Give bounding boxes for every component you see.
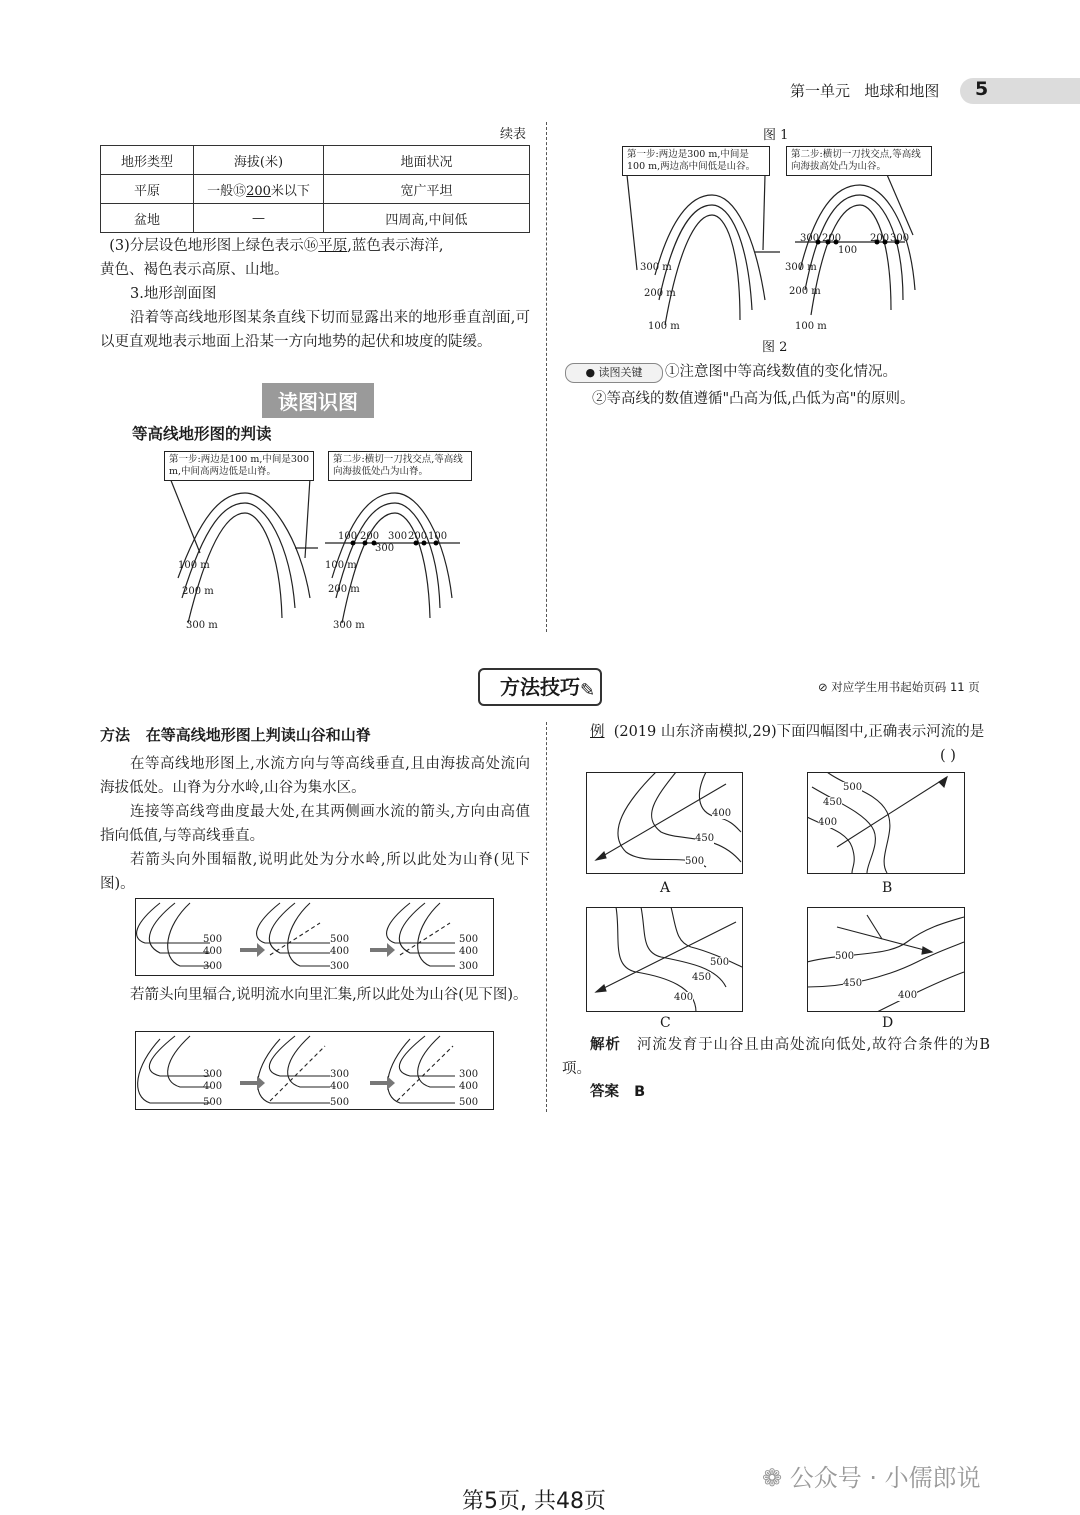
callout-pointer	[627, 175, 637, 270]
contour-label: 500	[710, 957, 730, 968]
option-c-label: C	[660, 1015, 671, 1031]
terrain-table	[100, 145, 530, 233]
contour-label: 300	[459, 961, 479, 972]
contour-label: 500	[203, 1097, 223, 1108]
contour-label: 500	[459, 934, 479, 945]
arrow-right	[240, 943, 265, 957]
contour-line	[178, 493, 310, 598]
contour-label: 100 m	[178, 560, 210, 571]
contour-label: 400	[330, 946, 350, 957]
contour-label: 400	[818, 817, 838, 828]
cut-label: 200	[360, 531, 380, 542]
contour-line	[137, 903, 210, 943]
contour-label: 400	[712, 808, 732, 819]
cut-label: 300	[800, 233, 820, 244]
page-reference: ⊘ 对应学生用书起始页码 11 页	[818, 680, 980, 694]
example-question: 例 (2019 山东济南模拟,29)下面四幅图中,正确表示河流的是	[590, 724, 985, 740]
contour-line	[811, 205, 891, 315]
cut-label: 200	[822, 233, 842, 244]
option-a-map	[586, 772, 743, 874]
ridge-callout-step1: 第一步:两边是100 m,中间是300 m,中间高两边低是山脊。	[164, 451, 314, 481]
table-cell: 宽广平坦	[324, 175, 530, 204]
contour-label: 500	[459, 1097, 479, 1108]
figure-title: 图 1	[763, 128, 789, 143]
contour-label: 200 m	[644, 288, 676, 299]
header-title	[790, 80, 939, 101]
paragraph-profile: 沿着等高线地形图某条直线下切而显露出来的地形垂直剖面,可以更直观地表示地面上沿某一方向地势的起伏和坡度的陡缓。	[100, 310, 530, 350]
contour-label: 450	[692, 972, 712, 983]
contour-label: 100 m	[648, 321, 680, 332]
contour-label: 300	[330, 1069, 350, 1080]
arrow-right	[370, 943, 395, 957]
contour-label: 500	[330, 934, 350, 945]
callout-pointer	[763, 175, 765, 250]
table-cell: 四周高,中间低	[324, 204, 530, 233]
contour-label: 300	[459, 1069, 479, 1080]
table-header-row	[101, 146, 530, 175]
contour-label: 450	[823, 797, 843, 808]
contour-label: 400	[459, 1081, 479, 1092]
contour-label: 500	[203, 934, 223, 945]
answer: 答案 B	[590, 1084, 646, 1100]
table-cell: 盆地	[101, 204, 194, 233]
magnifier-icon: ●	[585, 366, 596, 379]
unit-label: 第一单元	[790, 82, 851, 100]
section-title-profile: 3.地形剖面图	[130, 286, 217, 302]
callout-pointer	[170, 478, 200, 553]
contour-label: 300	[203, 961, 223, 972]
tools-icon: ✎	[580, 680, 596, 701]
contour-label: 450	[843, 978, 863, 989]
chapter-label: 地球和地图	[864, 82, 940, 100]
example-label: 例	[590, 724, 605, 740]
column-divider-top	[546, 122, 547, 632]
method-paragraph: 若箭头向里辐合,说明流水向里汇集,所以此处为山谷(见下图)。	[130, 987, 528, 1003]
key-point-1: ①注意图中等高线数值的变化情况。	[665, 364, 897, 380]
contour-label: 300 m	[333, 620, 365, 631]
contour-label: 400	[203, 946, 223, 957]
option-d-map	[807, 907, 965, 1012]
contour-label: 400	[898, 990, 918, 1001]
valley-callout-step1: 第一步:两边是300 m,中间是100 m,两边高中间低是山谷。	[622, 146, 770, 176]
contour-label: 100 m	[795, 321, 827, 332]
table-header: 地面状况	[324, 146, 530, 175]
callout-pointer	[305, 478, 310, 558]
contour-line	[149, 903, 210, 953]
cut-label: 300	[890, 233, 910, 244]
valley-arrows-diagram	[135, 1031, 495, 1111]
contour-line	[655, 195, 765, 300]
table-cell: 平原	[101, 175, 194, 204]
page-number: 5	[975, 78, 989, 100]
analysis: 解析 河流发育于山谷且由高处流向低处,故符合条件的为B项。	[562, 1037, 991, 1077]
paragraph-layered-color: (3)分层设色地形图上绿色表示⑯平原,蓝色表示海洋, 黄色、褐色表示高原、山地。 3.地形剖面图 沿着等高线地形图某条直线下切而显露出来的地形垂直剖面,可以更直观地表示地面上沿某一方向地势的起伏和坡度的陡缓。	[100, 234, 530, 354]
table-cell: 一般⑮200米以下	[194, 175, 324, 204]
key-point-2: ②等高线的数值遵循"凸高为低,凸低为高"的原则。	[592, 391, 915, 407]
contour-label: 400	[330, 1081, 350, 1092]
method-body	[100, 752, 530, 896]
method-paragraph: 若箭头向外围辐散,说明此处为分水岭,所以此处为山脊(见下图)。	[100, 852, 530, 892]
cut-label: 200	[408, 531, 428, 542]
contour-label: 500	[685, 856, 705, 867]
method-banner: 方法技巧	[478, 668, 602, 706]
method-paragraph: 在等高线地形图上,水流方向与等高线垂直,且由海拔高处流向海拔低处。山脊为分水岭,山谷为集水区。	[100, 756, 530, 796]
table-header: 地形类型	[101, 146, 194, 175]
contour-line	[665, 215, 740, 325]
contour-label: 400	[203, 1081, 223, 1092]
table-row	[101, 204, 530, 233]
table-caption: 续表	[500, 127, 527, 142]
contour-label: 300	[330, 961, 350, 972]
option-d-label: D	[882, 1015, 894, 1031]
ridge-arrows-diagram	[135, 898, 495, 976]
analysis-label: 解析	[590, 1037, 621, 1053]
answer-bracket: ( )	[940, 748, 956, 764]
method-paragraph: 连接等高线弯曲度最大处,在其两侧画水流的箭头,方向由高值指向低值,与等高线垂直。	[100, 804, 530, 844]
read-map-badge: 读图识图	[262, 383, 374, 418]
wechat-icon: ❁	[762, 1464, 783, 1492]
cut-label: 200	[870, 233, 890, 244]
contour-label: 300 m	[785, 262, 817, 273]
contour-label: 400	[459, 946, 479, 957]
contour-label: 300 m	[186, 620, 218, 631]
option-a-label: A	[660, 880, 671, 896]
cut-label: 300	[375, 543, 395, 554]
contour-label: 200 m	[789, 286, 821, 297]
cut-label: 100	[838, 245, 858, 256]
cut-label: 100	[428, 531, 448, 542]
key-points-badge: ● 读图关键	[565, 363, 663, 383]
option-b-label: B	[882, 880, 893, 896]
cut-label: 300	[388, 531, 408, 542]
check-icon: ⊘	[818, 680, 828, 694]
page-info: 第5页, 共48页	[462, 1489, 606, 1514]
watermark: ❁ 公众号 · 小儒郎说	[762, 1464, 981, 1492]
contour-label: 450	[695, 833, 715, 844]
contour-label: 500	[843, 782, 863, 793]
column-divider-bottom	[546, 722, 547, 1112]
valley-callout-step2: 第二步:横切一刀找交点,等高线向海拔高处凸为山谷。	[786, 146, 932, 176]
contour-label: 500	[835, 951, 855, 962]
answer-blank: 平原	[318, 238, 348, 254]
ridge-callout-step2: 第二步:横切一刀找交点,等高线向海拔低处凸为山脊。	[328, 451, 472, 481]
figure-caption: 图 2	[762, 340, 788, 355]
method-title: 方法 在等高线地形图上判读山谷和山脊	[100, 726, 371, 744]
contour-label: 300 m	[640, 262, 672, 273]
contour-label: 200 m	[182, 586, 214, 597]
read-map-subtitle: 等高线地形图的判读	[132, 425, 272, 443]
contour-label: 100 m	[325, 560, 357, 571]
contour-label: 300	[203, 1069, 223, 1080]
table-cell: —	[194, 204, 324, 233]
table-header: 海拔(米)	[194, 146, 324, 175]
table-row	[101, 175, 530, 204]
answer-blank: 200	[246, 183, 271, 199]
contour-label: 500	[330, 1097, 350, 1108]
cut-label: 100	[338, 531, 358, 542]
contour-label: 400	[674, 992, 694, 1003]
callout-pointer	[885, 170, 913, 235]
contour-label: 200 m	[328, 584, 360, 595]
